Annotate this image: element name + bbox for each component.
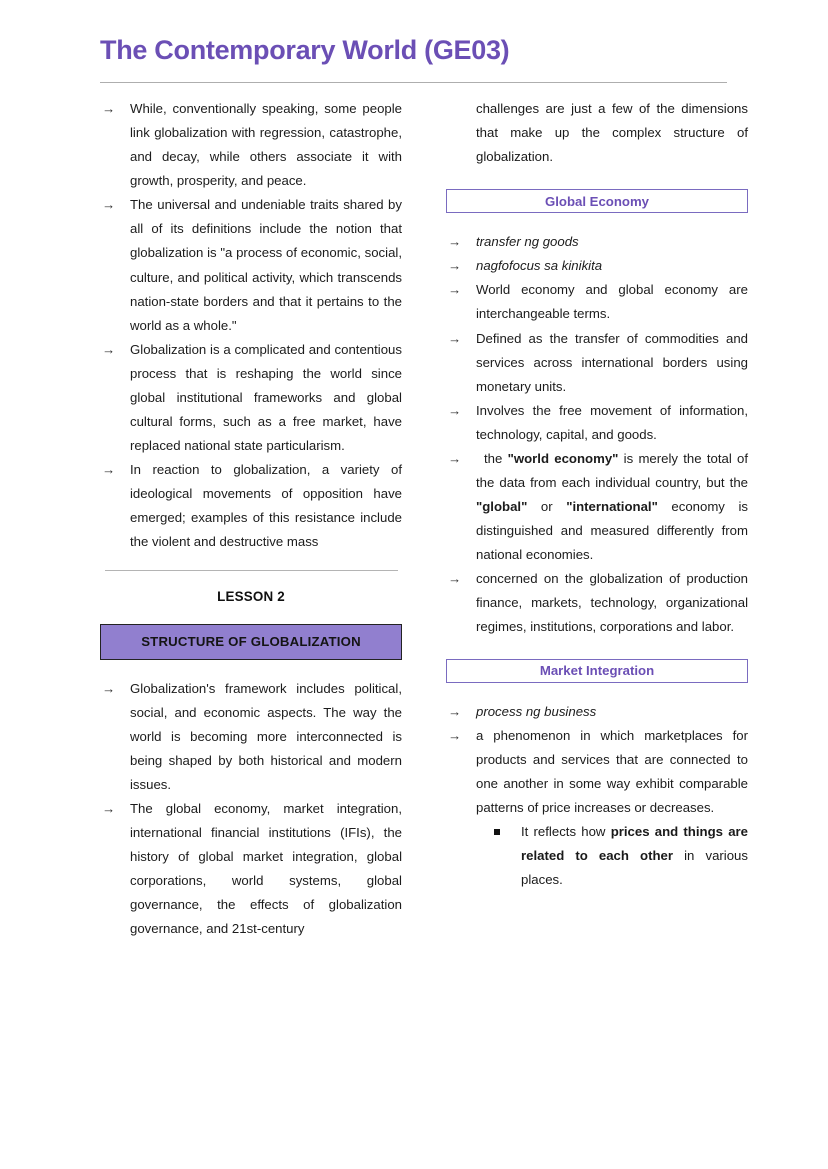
arrow-bullet-icon: → (102, 197, 116, 213)
list-item-text: Globalization's framework includes political, social, and economic aspects. The way the world is becoming more interconnected is being shaped by both historical and modern issues. (130, 680, 402, 792)
left-column (100, 97, 402, 940)
arrow-bullet-icon: → (102, 800, 116, 816)
list-item-text: the "world economy" is merely the total of the data from each individual country, but the "global" or "international" economy is distinguished and measured differently from national economies. (476, 450, 749, 562)
arrow-bullet-icon: → (102, 101, 116, 117)
list-item-text: transfer ng goods (476, 234, 579, 250)
list-item-text: Defined as the transfer of commodities and services across international borders using monetary units. (476, 330, 748, 394)
spacer (446, 213, 748, 230)
list-item (446, 399, 748, 447)
document-header (0, 0, 828, 83)
list-item-text: The universal and undeniable traits shared by all of its definitions include the notion that globalization is "a process of economic, social, culture, and political activity, which transcends nation-state borders and that it pertains to the world as a whole." (130, 197, 402, 333)
list-item (446, 278, 748, 326)
structure-of-globalization-banner (100, 624, 402, 660)
arrow-bullet-icon: → (448, 402, 462, 418)
list-item-text: It reflects how prices and things are related to each other in various places. (521, 823, 748, 887)
market-integration-bullet-list (446, 700, 748, 820)
list-item (446, 254, 748, 278)
list-item (100, 677, 402, 797)
list-item-text: a phenomenon in which marketplaces for products and services that are connected to one another in some way exhibit comparable patterns of price increases or decreases. (476, 727, 748, 815)
list-item-text: World economy and global economy are interchangeable terms. (476, 282, 748, 322)
arrow-bullet-icon: → (448, 258, 462, 274)
spacer (446, 683, 748, 700)
list-item-text: Involves the free movement of information, technology, capital, and goods. (476, 402, 748, 442)
market-integration-sub-list (446, 820, 748, 892)
list-item (446, 447, 748, 567)
list-item (446, 724, 748, 820)
list-item-text: nagfofocus sa kinikita (476, 258, 603, 274)
right-column (446, 97, 748, 891)
list-item-text: The global economy, market integration, international financial institutions (IFIs), the history of global market integration, global corporations, world systems, global governance, the effects of globalization governance, and 21st-century (130, 800, 402, 936)
arrow-bullet-icon: → (448, 234, 462, 250)
list-item (100, 193, 402, 337)
list-item-text: In reaction to globalization, a variety of ideological movements of opposition have emerged; examples of this resistance include the violent and destructive mass (130, 461, 402, 549)
list-item (446, 230, 748, 254)
lesson-divider (105, 570, 398, 571)
list-item (100, 797, 402, 941)
list-item (100, 338, 402, 458)
banner-label: STRUCTURE OF GLOBALIZATION (141, 634, 361, 650)
arrow-bullet-icon: → (102, 461, 116, 477)
arrow-bullet-icon: → (448, 727, 462, 743)
arrow-bullet-icon: → (448, 282, 462, 298)
arrow-bullet-icon: → (102, 680, 116, 696)
list-item-text: Globalization is a complicated and contentious process that is reshaping the world since global institutional frameworks and global cultural forms, such as a free market, have replaced national state particularism. (130, 341, 402, 453)
continuation-paragraph: challenges are just a few of the dimensions that make up the complex structure of globalization. (476, 101, 748, 165)
left-bullet-list (100, 97, 402, 553)
spacer (100, 660, 402, 677)
list-item-text: process ng business (476, 703, 597, 719)
left-bullet-list-secondary (100, 677, 402, 941)
global-economy-bullet-list (446, 230, 748, 638)
arrow-bullet-icon: → (448, 330, 462, 346)
square-bullet-icon (494, 829, 500, 835)
list-item-text: While, conventionally speaking, some people link globalization with regression, catastrophe, and decay, while others associate it with growth, prosperity, and peace. (130, 101, 402, 189)
list-item-text: concerned on the globalization of production finance, markets, technology, organizational regimes, institutions, corporations and labor. (476, 570, 748, 634)
section-header-market-integration (446, 659, 748, 683)
arrow-bullet-icon: → (102, 341, 116, 357)
page-title: The Contemporary World (GE03) (100, 35, 510, 65)
arrow-bullet-icon: → (448, 703, 462, 719)
arrow-bullet-icon: → (448, 570, 462, 586)
section-header-label: Market Integration (539, 663, 655, 679)
section-header-label: Global Economy (544, 193, 650, 209)
list-item (100, 458, 402, 554)
list-item (491, 820, 748, 892)
arrow-bullet-icon: → (448, 450, 462, 466)
list-item (446, 700, 748, 724)
list-item (446, 327, 748, 399)
list-item (446, 567, 748, 639)
list-item (100, 97, 402, 193)
lesson-label: LESSON 2 (217, 588, 285, 604)
two-column-body (0, 83, 828, 940)
section-header-global-economy (446, 189, 748, 213)
